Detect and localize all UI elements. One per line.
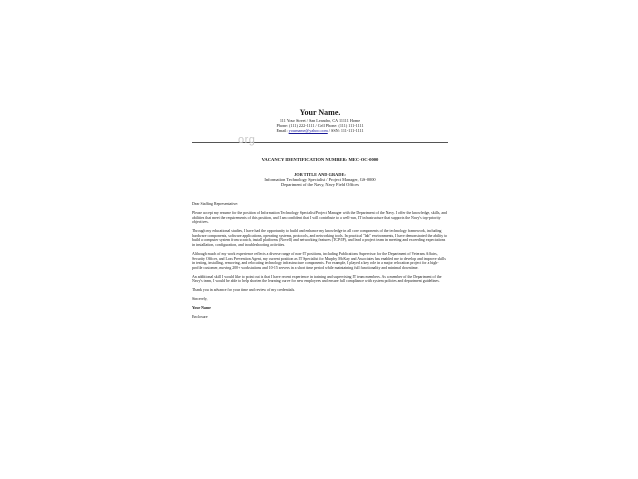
signature: Your Name — [192, 306, 211, 311]
paragraph: Although much of my work experience reflects a diverse range of non-IT positions, including Publications Supervisor for the Department of Veterans Affairs, Security Officer, and Loss Prevention Agent, my current position as IT Specialist for Murphy McKay and Associates has enabled me to develop and improve skills in testing, installing, removing, and relocating technology infrastructure components. For example, I played a key role in a major relocation project for a high-profile customer, moving 200+ workstations and 10-15 servers in a short time period while maintaining full functionality and minimal downtime. — [192, 251, 446, 270]
job-title: Information Technology Specialist / Project Manager, GS-0000 — [264, 177, 376, 183]
letter-body — [192, 202, 448, 324]
paragraph: An additional skill I would like to point out is that I have recent experience in training and supervising IT team members. As a member of the Department of the Navy's team, I would be able to help shorten the learning curve for new employees and ensure full compliance with system policies and department guidelines. — [192, 274, 442, 284]
header-divider — [192, 142, 448, 143]
street-line: 111 Your Street / San Leandro, CA 11111 Home — [279, 118, 361, 123]
enclosure: Enclosure — [192, 315, 208, 320]
job-heading: JOB TITLE AND GRADE: — [294, 172, 346, 177]
paragraph: Through my educational studies, I have had the opportunity to build and enhance my knowledge in all core components of the technology framework, including hardware components, software applications, operating systems, protocols, and networking tools. In practical "lab" environments, I have demonstrated the ability to build a computer system from scratch, install platforms (Novell) and networking features (TCP/IP), and lead a project team in meeting and exceeding expectations in installation, configuration, and troubleshooting activities. — [192, 229, 448, 247]
applicant-name: Your Name. — [299, 108, 341, 117]
vacancy-number: VACANCY IDENTIFICATION NUMBER: MEC-OC-0000 — [261, 157, 379, 162]
email-label: Email: — [276, 128, 288, 134]
ssn-text: / SSN: 111-111-1111 — [328, 128, 364, 134]
contact-block — [186, 118, 454, 134]
salutation: Dear Staffing Representative: — [192, 202, 239, 206]
job-dept: Department of the Navy, Navy Field Offices — [280, 182, 360, 188]
paragraph: Please accept my resume for the position of Information Technology Specialist/Project Manager with the Department of the Navy. I offer the knowledge, skills, and abilities that meet the requirements of this position, and I am confident that I will contribute to a well-run, IT infrastructure that supports the Navy's top-priority objectives. — [192, 210, 447, 225]
closing: Sincerely, — [192, 297, 208, 302]
watermark: org — [238, 134, 256, 146]
job-block — [186, 172, 454, 188]
email-line — [186, 128, 454, 133]
cover-letter-page — [186, 108, 454, 426]
paragraph: Thank you in advance for your time and review of my credentials. — [192, 288, 296, 293]
phone-line: Phone: (111) 222-1111 / Cell Phone: (111) 111-1111 — [276, 123, 364, 129]
email-link[interactable]: yourname@yahoo.com — [288, 128, 328, 134]
